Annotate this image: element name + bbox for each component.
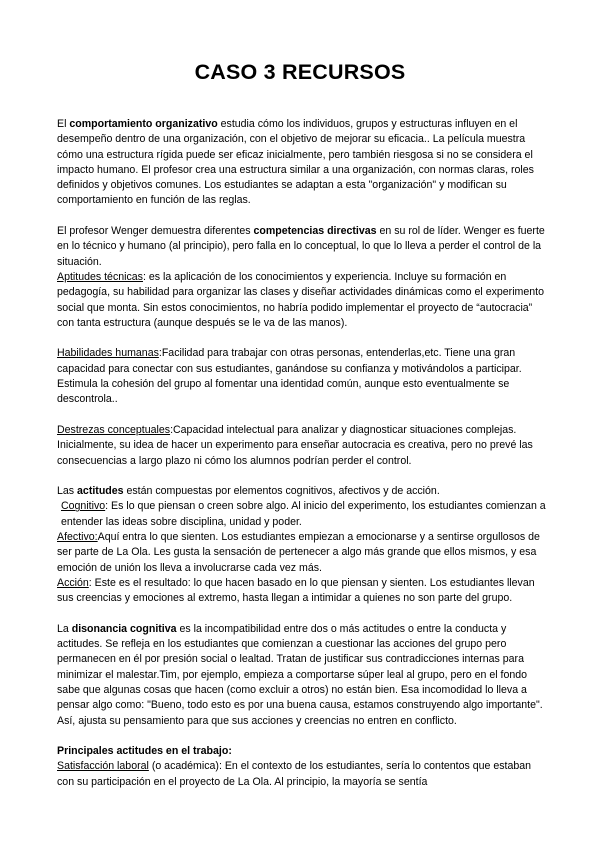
bold-term: actitudes [77, 485, 124, 498]
bold-term: competencias directivas [253, 225, 377, 238]
underlined-term: Habilidades humanas [57, 347, 159, 360]
text-run: Las [57, 485, 78, 498]
paragraph-satisfaccion-laboral [57, 759, 549, 790]
text-run: están compuestas por elementos cognitivos, afectivos y de acción. [123, 485, 440, 498]
text-run: en su rol de líder. Wenger es fuerte en lo técnico y humano (al principio), pero falla en lo conceptual, lo que lo lleva a perder el control de la situación. [57, 225, 545, 268]
text-run: : es la aplicación de los conocimientos y experiencia. Incluye su formación en pedagogía, su habilidad para organizar las clases y diseñar actividades dinámicas como el experimento social que monta. Sin estos conocimientos, no habría podido implementar el proyecto de “autocracia” con tanta estructura (aunque después se le va de las manos). [57, 270, 545, 329]
text-run: :Facilidad para trabajar con otras personas, entenderlas,etc. Tiene una gran capacidad para conectar con sus estudiantes, ganándose su confianza y motivándolos a participar. Estimula la cohesión del grupo al fomentar una identidad común, aunque esto eventualmente se descontrola.. [57, 347, 522, 406]
text-run: Aquí entra lo que sienten. Los estudiantes empiezan a emocionarse y a sentirse orgullosos de ser parte de La Ola. Les gusta la sensación de pertenecer a algo más grande que ellos mismos, y esa emoción de unión los lleva a involucrarse cada vez más. [57, 531, 540, 574]
paragraph-afectivo [57, 530, 549, 576]
heading-text: Principales actitudes en el trabajo: [57, 745, 232, 758]
section-heading [57, 744, 549, 759]
text-run: : Es lo que piensan o creen sobre algo. Al inicio del experimento, los estudiantes comienzan a entender las ideas sobre disciplina, unidad y poder. [61, 500, 546, 528]
underlined-term: Aptitudes técnicas [57, 270, 143, 283]
paragraph-competencias-directivas [57, 224, 549, 270]
bold-term: disonancia cognitiva [71, 622, 177, 635]
underlined-term: Acción [57, 576, 89, 589]
text-run: : Este es el resultado: lo que hacen basado en lo que piensan y sienten. Los estudiantes llevan sus creencias y emociones al extremo, hasta llegan a intimidar a quienes no son parte del grupo. [57, 576, 535, 605]
paragraph-comportamiento-organizativo [57, 117, 549, 209]
underlined-term: Afectivo: [57, 531, 98, 544]
bold-term: comportamiento organizativo [69, 118, 218, 130]
paragraph-aptitudes-tecnicas [57, 270, 549, 331]
text-run: (o académica): En el contexto de los estudiantes, sería lo contentos que estaban con su participación en el proyecto de La Ola. Al principio, la mayoría se sentía [57, 760, 532, 788]
paragraph-disonancia-cognitiva [57, 622, 549, 729]
paragraph-cognitivo [57, 499, 549, 530]
text-run: :Capacidad intelectual para analizar y diagnosticar situaciones complejas. Inicialmente, su idea de hacer un experimento para enseñar autocracia es creativa, pero no prevé las consecuencias a largo plazo ni cómo los alumnos podrían perder el control. [57, 423, 533, 467]
text-run: La [57, 622, 72, 635]
paragraph-accion [57, 576, 549, 607]
text-run: es la incompatibilidad entre dos o más actitudes o entre la conducta y actitudes. Se refleja en los estudiantes que comienzan a cuestionar las acciones del grupo pero permanecen en él por presión social o lealtad. Tratan de justificar sus contradicciones internas para minimizar el malestar.Tim, por ejemplo, empieza a comportarse súper leal al grupo, pero en el fondo sabe que algunas cosas que hacen (como excluir a otros) no están bien. Esa incomodidad lo lleva a pensar algo como: "Bueno, todo esto es por una buena causa, estamos construyendo algo importante". Así, ajusta su pensamiento para que sus acciones y creencias no entren en conflicto. [57, 622, 543, 727]
document-body [57, 117, 549, 790]
text-run: El [57, 118, 70, 130]
underlined-term: Cognitivo [61, 500, 106, 513]
text-run: El profesor Wenger demuestra diferentes [57, 225, 254, 238]
document-title: CASO 3 RECURSOS [194, 60, 406, 84]
text-run: estudia cómo los individuos, grupos y estructuras influyen en el desempeño dentro de una organización, con el objetivo de mejorar su eficacia.. La película muestra cómo una estructura rígida puede ser eficaz inicialmente, pero también riesgosa si no se considera el impacto humano. El profesor crea una estructura similar a una organización, con normas claras, roles definidos y objetivos comunes. Los estudiantes se adaptan a esta "organización" y modifican su comportamiento en función de las reglas. [57, 118, 534, 207]
paragraph-habilidades-humanas [57, 346, 549, 407]
underlined-term: Destrezas conceptuales [57, 423, 171, 436]
paragraph-destrezas-conceptuales [57, 423, 549, 469]
underlined-term: Satisfacción laboral [57, 760, 149, 773]
paragraph-actitudes [57, 484, 549, 499]
